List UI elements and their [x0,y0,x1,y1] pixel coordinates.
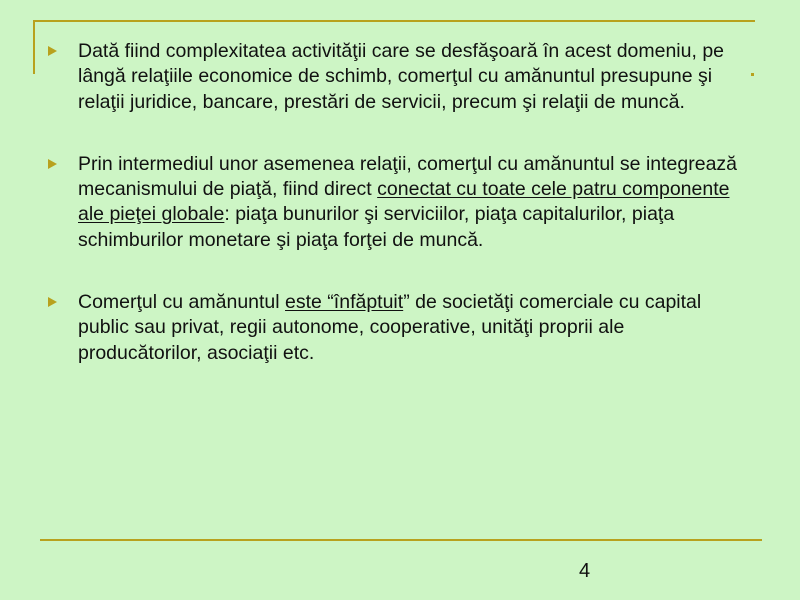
frame-bottom-line [40,539,762,541]
frame-corner-dot [751,73,754,76]
bullet-text: Comerţul cu amănuntul [78,291,286,314]
bullet-item [46,152,746,253]
underlined-text: este “înfăptuit [285,291,404,314]
underlined-text: conectat cu toate cele patru componente ale pieţei globale [78,178,730,226]
bullet-item [46,290,746,366]
page-number: 4 [579,560,591,582]
bullet-text: ” de societăţi comerciale cu capital public sau privat, regii autonome, cooperative, unităţi proprii ale producătorilor, asociaţii etc. [78,291,702,364]
bullet-text: : piaţa bunurilor şi serviciilor, piaţa capitalurilor, piaţa schimburilor monetare şi piaţa forţei de muncă. [78,203,675,251]
bullet-item [46,39,746,115]
slide-body [46,39,746,403]
bullet-text: Prin intermediul unor asemenea relaţii, comerţul cu amănuntul se integrează mecanismului de piaţă, fiind direct [78,152,738,201]
bullet-text: Dată fiind complexitatea activităţii care se desfăşoară în acest domeniu, pe lângă relaţiile economice de schimb, comerţul cu amănuntul presupune şi relaţii juridice, bancare, prestări de servicii, precum şi relaţii de muncă. [78,40,725,113]
frame-top-line [33,20,755,22]
frame-left-line [33,20,35,74]
triangle-bullet-icon [48,159,57,169]
triangle-bullet-icon [48,46,57,56]
triangle-bullet-icon [48,297,57,307]
